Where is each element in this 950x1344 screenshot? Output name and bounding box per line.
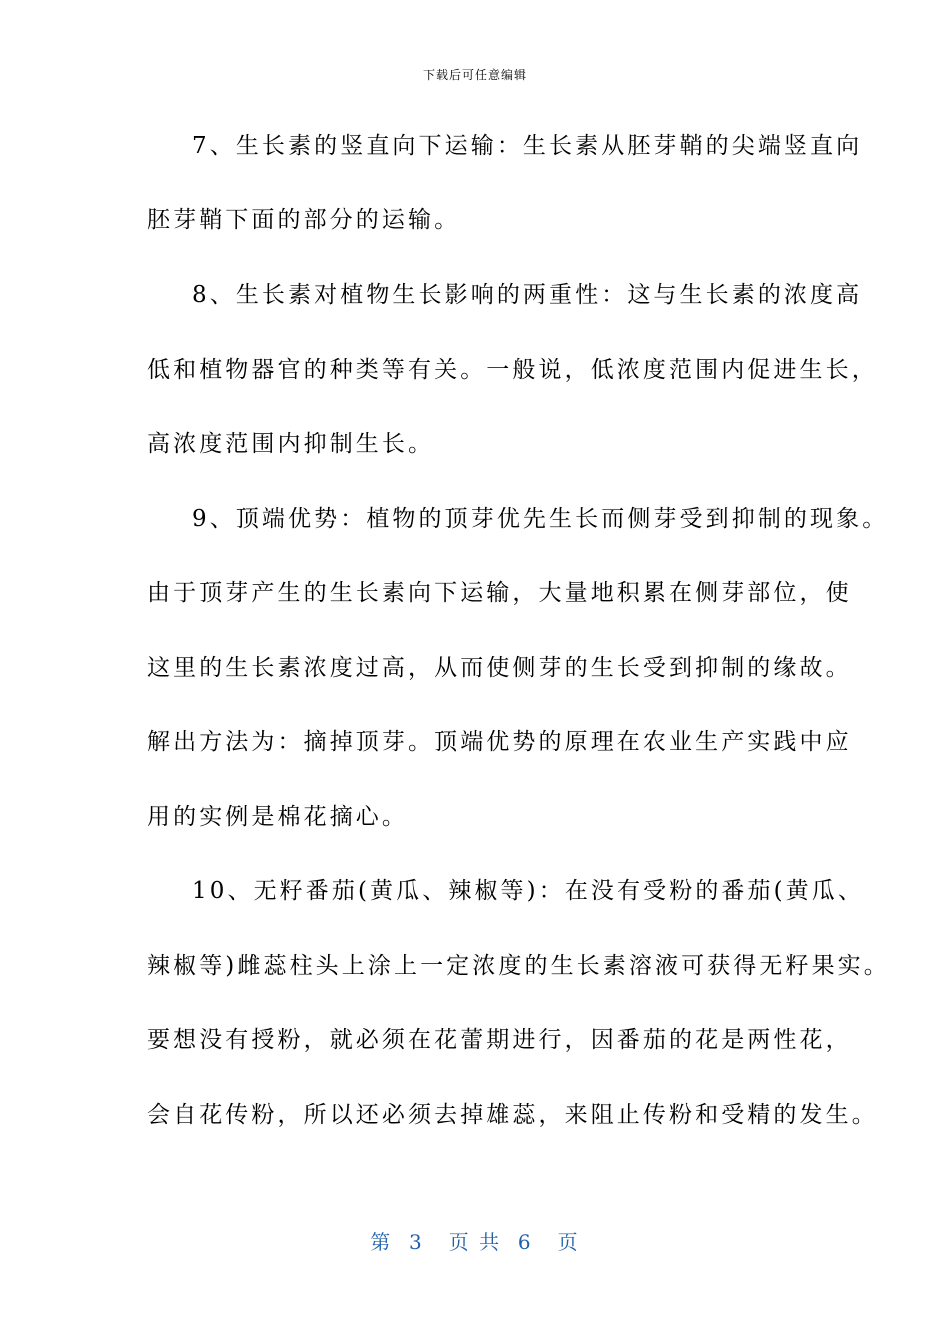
page-header: 下载后可任意编辑 xyxy=(422,68,527,82)
paragraph-10-line-3: 要想没有授粉，就必须在花蕾期进行，因番茄的花是两性花， xyxy=(147,1027,852,1053)
paragraph-7-line-2: 胚芽鞘下面的部分的运输。 xyxy=(147,207,461,233)
paragraph-10-line-1: 10、无籽番茄(黄瓜、辣椒等)：在没有受粉的番茄(黄瓜、 xyxy=(192,878,864,904)
paragraph-8-line-2: 低和植物器官的种类等有关。一般说，低浓度范围内促进生长， xyxy=(147,357,878,383)
page-number-footer: 第 3 页 共 6 页 xyxy=(370,1230,580,1254)
paragraph-9-line-5: 用的实例是棉花摘心。 xyxy=(147,804,408,830)
paragraph-7-line-1: 7、生长素的竖直向下运输：生长素从胚芽鞘的尖端竖直向 xyxy=(192,133,863,159)
paragraph-9-line-4: 解出方法为：摘掉顶芽。顶端优势的原理在农业生产实践中应 xyxy=(147,729,852,755)
paragraph-9-line-1: 9、顶端优势：植物的顶芽优先生长而侧芽受到抑制的现象。 xyxy=(192,506,889,532)
paragraph-9-line-3: 这里的生长素浓度过高，从而使侧芽的生长受到抑制的缘故。 xyxy=(147,655,852,681)
paragraph-9-line-2: 由于顶芽产生的生长素向下运输，大量地积累在侧芽部位，使 xyxy=(147,580,852,606)
paragraph-8-line-1: 8、生长素对植物生长影响的两重性：这与生长素的浓度高 xyxy=(192,282,863,308)
paragraph-10-line-2: 辣椒等)雌蕊柱头上涂上一定浓度的生长素溶液可获得无籽果实。 xyxy=(147,953,890,979)
paragraph-10-line-4: 会自花传粉，所以还必须去掉雄蕊，来阻止传粉和受精的发生。 xyxy=(147,1102,878,1128)
paragraph-8-line-3: 高浓度范围内抑制生长。 xyxy=(147,431,435,457)
